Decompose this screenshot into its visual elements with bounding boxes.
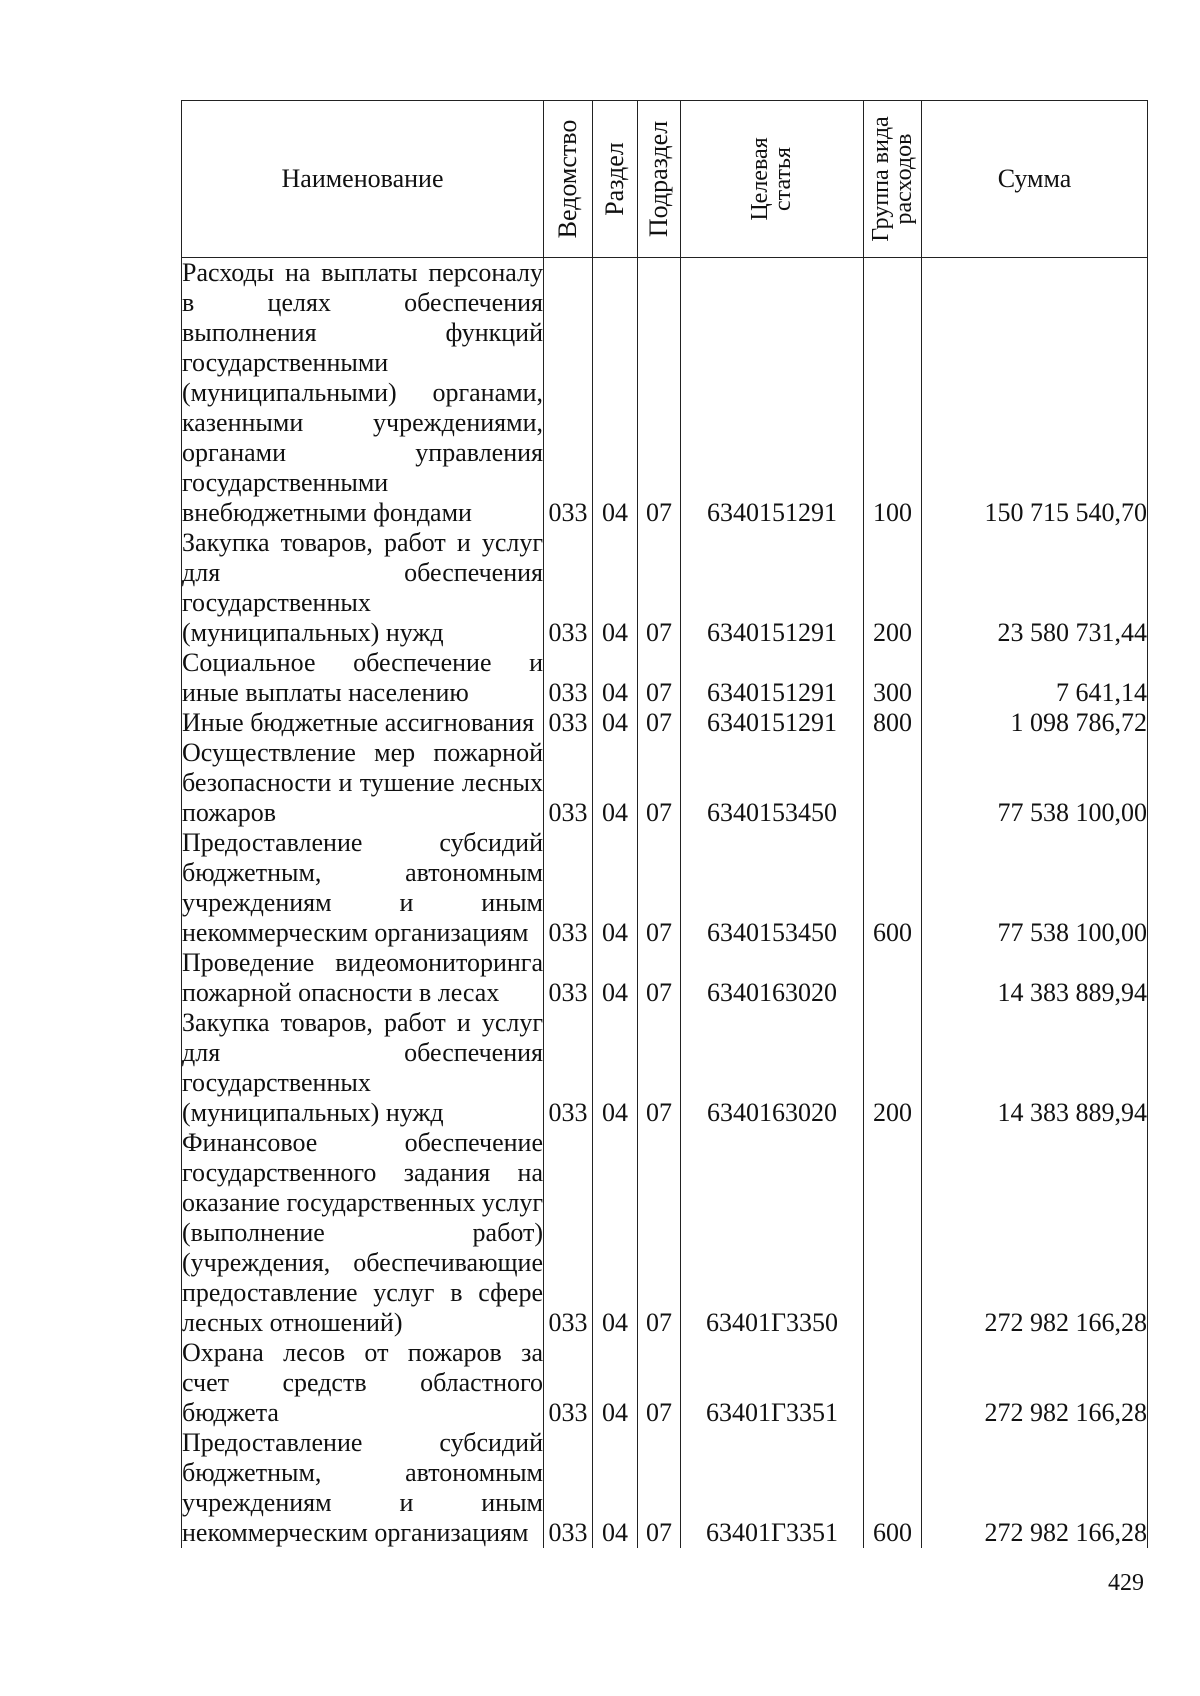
- row-sum: 272 982 166,28: [922, 1128, 1148, 1338]
- row-section: 04: [593, 648, 638, 708]
- row-section: 04: [593, 738, 638, 828]
- header-expense-group-line1: Группа вида: [867, 116, 894, 242]
- row-expense-group: [864, 1128, 922, 1338]
- row-expense-group: [864, 738, 922, 828]
- row-sum: 7 641,14: [922, 648, 1148, 708]
- row-expense-group: [864, 1338, 922, 1428]
- row-target-article: 6340151291: [681, 708, 864, 738]
- row-section: 04: [593, 1008, 638, 1128]
- table-body: [182, 258, 1148, 1549]
- budget-table: [181, 100, 1148, 1548]
- header-subsection: Подраздел: [638, 101, 681, 258]
- row-name: Осуществление мер пожарной безопасности и тушение лесных пожаров: [182, 738, 543, 827]
- header-target-article-line2: статья: [770, 147, 796, 211]
- row-subsection: 07: [638, 828, 681, 948]
- row-sum: 77 538 100,00: [922, 828, 1148, 948]
- row-subsection: 07: [638, 528, 681, 648]
- row-department: 033: [544, 828, 593, 948]
- row-expense-group: 300: [864, 648, 922, 708]
- row-expense-group: 200: [864, 528, 922, 648]
- row-department: 033: [544, 1428, 593, 1548]
- row-department: 033: [544, 648, 593, 708]
- row-sum: 1 098 786,72: [922, 708, 1148, 738]
- header-section: Раздел: [593, 101, 638, 258]
- row-target-article: 63401Г3350: [681, 1128, 864, 1338]
- row-name: Расходы на выплаты персоналу в целях обеспечения выполнения функций государственными (муниципальными) органами, казенными учреждениями, органами управления государственными внебюджетными фондами: [182, 258, 543, 527]
- row-name: Социальное обеспечение и иные выплаты населению: [182, 648, 543, 707]
- row-name: Проведение видеомониторинга пожарной опасности в лесах: [182, 948, 543, 1007]
- row-target-article: 63401Г3351: [681, 1338, 864, 1428]
- row-name: Закупка товаров, работ и услуг для обеспечения государственных (муниципальных) нужд: [182, 528, 543, 647]
- row-subsection: 07: [638, 708, 681, 738]
- table-row: [182, 738, 1148, 828]
- row-department: 033: [544, 1008, 593, 1128]
- row-department: 033: [544, 1128, 593, 1338]
- row-section: 04: [593, 258, 638, 529]
- row-sum: 14 383 889,94: [922, 1008, 1148, 1128]
- row-section: 04: [593, 528, 638, 648]
- row-expense-group: 800: [864, 708, 922, 738]
- header-department: Ведомство: [544, 101, 593, 258]
- table-row: [182, 1428, 1148, 1548]
- row-subsection: 07: [638, 1428, 681, 1548]
- table-header: [182, 101, 1148, 258]
- table-row: [182, 708, 1148, 738]
- row-expense-group: [864, 948, 922, 1008]
- row-department: 033: [544, 528, 593, 648]
- row-department: 033: [544, 948, 593, 1008]
- row-subsection: 07: [638, 1128, 681, 1338]
- row-name: Финансовое обеспечение государственного задания на оказание государственных услуг (выполнение работ) (учреждения, обеспечивающие предоставление услуг в сфере лесных отношений): [182, 1128, 543, 1337]
- header-expense-group: [864, 101, 922, 258]
- row-sum: 23 580 731,44: [922, 528, 1148, 648]
- row-target-article: 6340163020: [681, 1008, 864, 1128]
- row-target-article: 63401Г3351: [681, 1428, 864, 1548]
- page-number: 429: [1108, 1570, 1144, 1596]
- row-sum: 77 538 100,00: [922, 738, 1148, 828]
- row-section: 04: [593, 828, 638, 948]
- row-section: 04: [593, 1338, 638, 1428]
- row-section: 04: [593, 708, 638, 738]
- row-target-article: 6340151291: [681, 528, 864, 648]
- row-target-article: 6340151291: [681, 648, 864, 708]
- row-section: 04: [593, 1428, 638, 1548]
- row-name: Предоставление субсидий бюджетным, автономным учреждениям и иным некоммерческим организациям: [182, 828, 543, 947]
- row-sum: 272 982 166,28: [922, 1338, 1148, 1428]
- row-target-article: 6340153450: [681, 738, 864, 828]
- table-row: [182, 1128, 1148, 1338]
- row-section: 04: [593, 948, 638, 1008]
- row-section: 04: [593, 1128, 638, 1338]
- table-row: [182, 828, 1148, 948]
- row-subsection: 07: [638, 1008, 681, 1128]
- row-name: Иные бюджетные ассигнования: [182, 708, 544, 738]
- table-row: [182, 528, 1148, 648]
- row-subsection: 07: [638, 948, 681, 1008]
- row-name: Закупка товаров, работ и услуг для обеспечения государственных (муниципальных) нужд: [182, 1008, 543, 1127]
- row-expense-group: 200: [864, 1008, 922, 1128]
- row-name: Предоставление субсидий бюджетным, автономным учреждениям и иным некоммерческим организациям: [182, 1428, 543, 1547]
- row-sum: 150 715 540,70: [922, 258, 1148, 529]
- row-expense-group: 600: [864, 1428, 922, 1548]
- row-subsection: 07: [638, 258, 681, 529]
- row-target-article: 6340151291: [681, 258, 864, 529]
- header-sum: Сумма: [922, 101, 1148, 258]
- table-row: [182, 258, 1148, 529]
- header-name: Наименование: [182, 101, 544, 258]
- row-sum: 272 982 166,28: [922, 1428, 1148, 1548]
- row-name: Охрана лесов от пожаров за счет средств областного бюджета: [182, 1338, 543, 1427]
- row-expense-group: 100: [864, 258, 922, 529]
- header-expense-group-line2: расходов: [890, 133, 917, 225]
- row-sum: 14 383 889,94: [922, 948, 1148, 1008]
- header-target-article: [681, 101, 864, 258]
- row-target-article: 6340163020: [681, 948, 864, 1008]
- row-subsection: 07: [638, 1338, 681, 1428]
- table-row: [182, 1008, 1148, 1128]
- table-row: [182, 648, 1148, 708]
- row-department: 033: [544, 708, 593, 738]
- row-department: 033: [544, 738, 593, 828]
- row-subsection: 07: [638, 738, 681, 828]
- header-target-article-line1: Целевая: [747, 137, 773, 221]
- row-department: 033: [544, 258, 593, 529]
- row-department: 033: [544, 1338, 593, 1428]
- row-subsection: 07: [638, 648, 681, 708]
- table-row: [182, 1338, 1148, 1428]
- row-target-article: 6340153450: [681, 828, 864, 948]
- table-row: [182, 948, 1148, 1008]
- row-expense-group: 600: [864, 828, 922, 948]
